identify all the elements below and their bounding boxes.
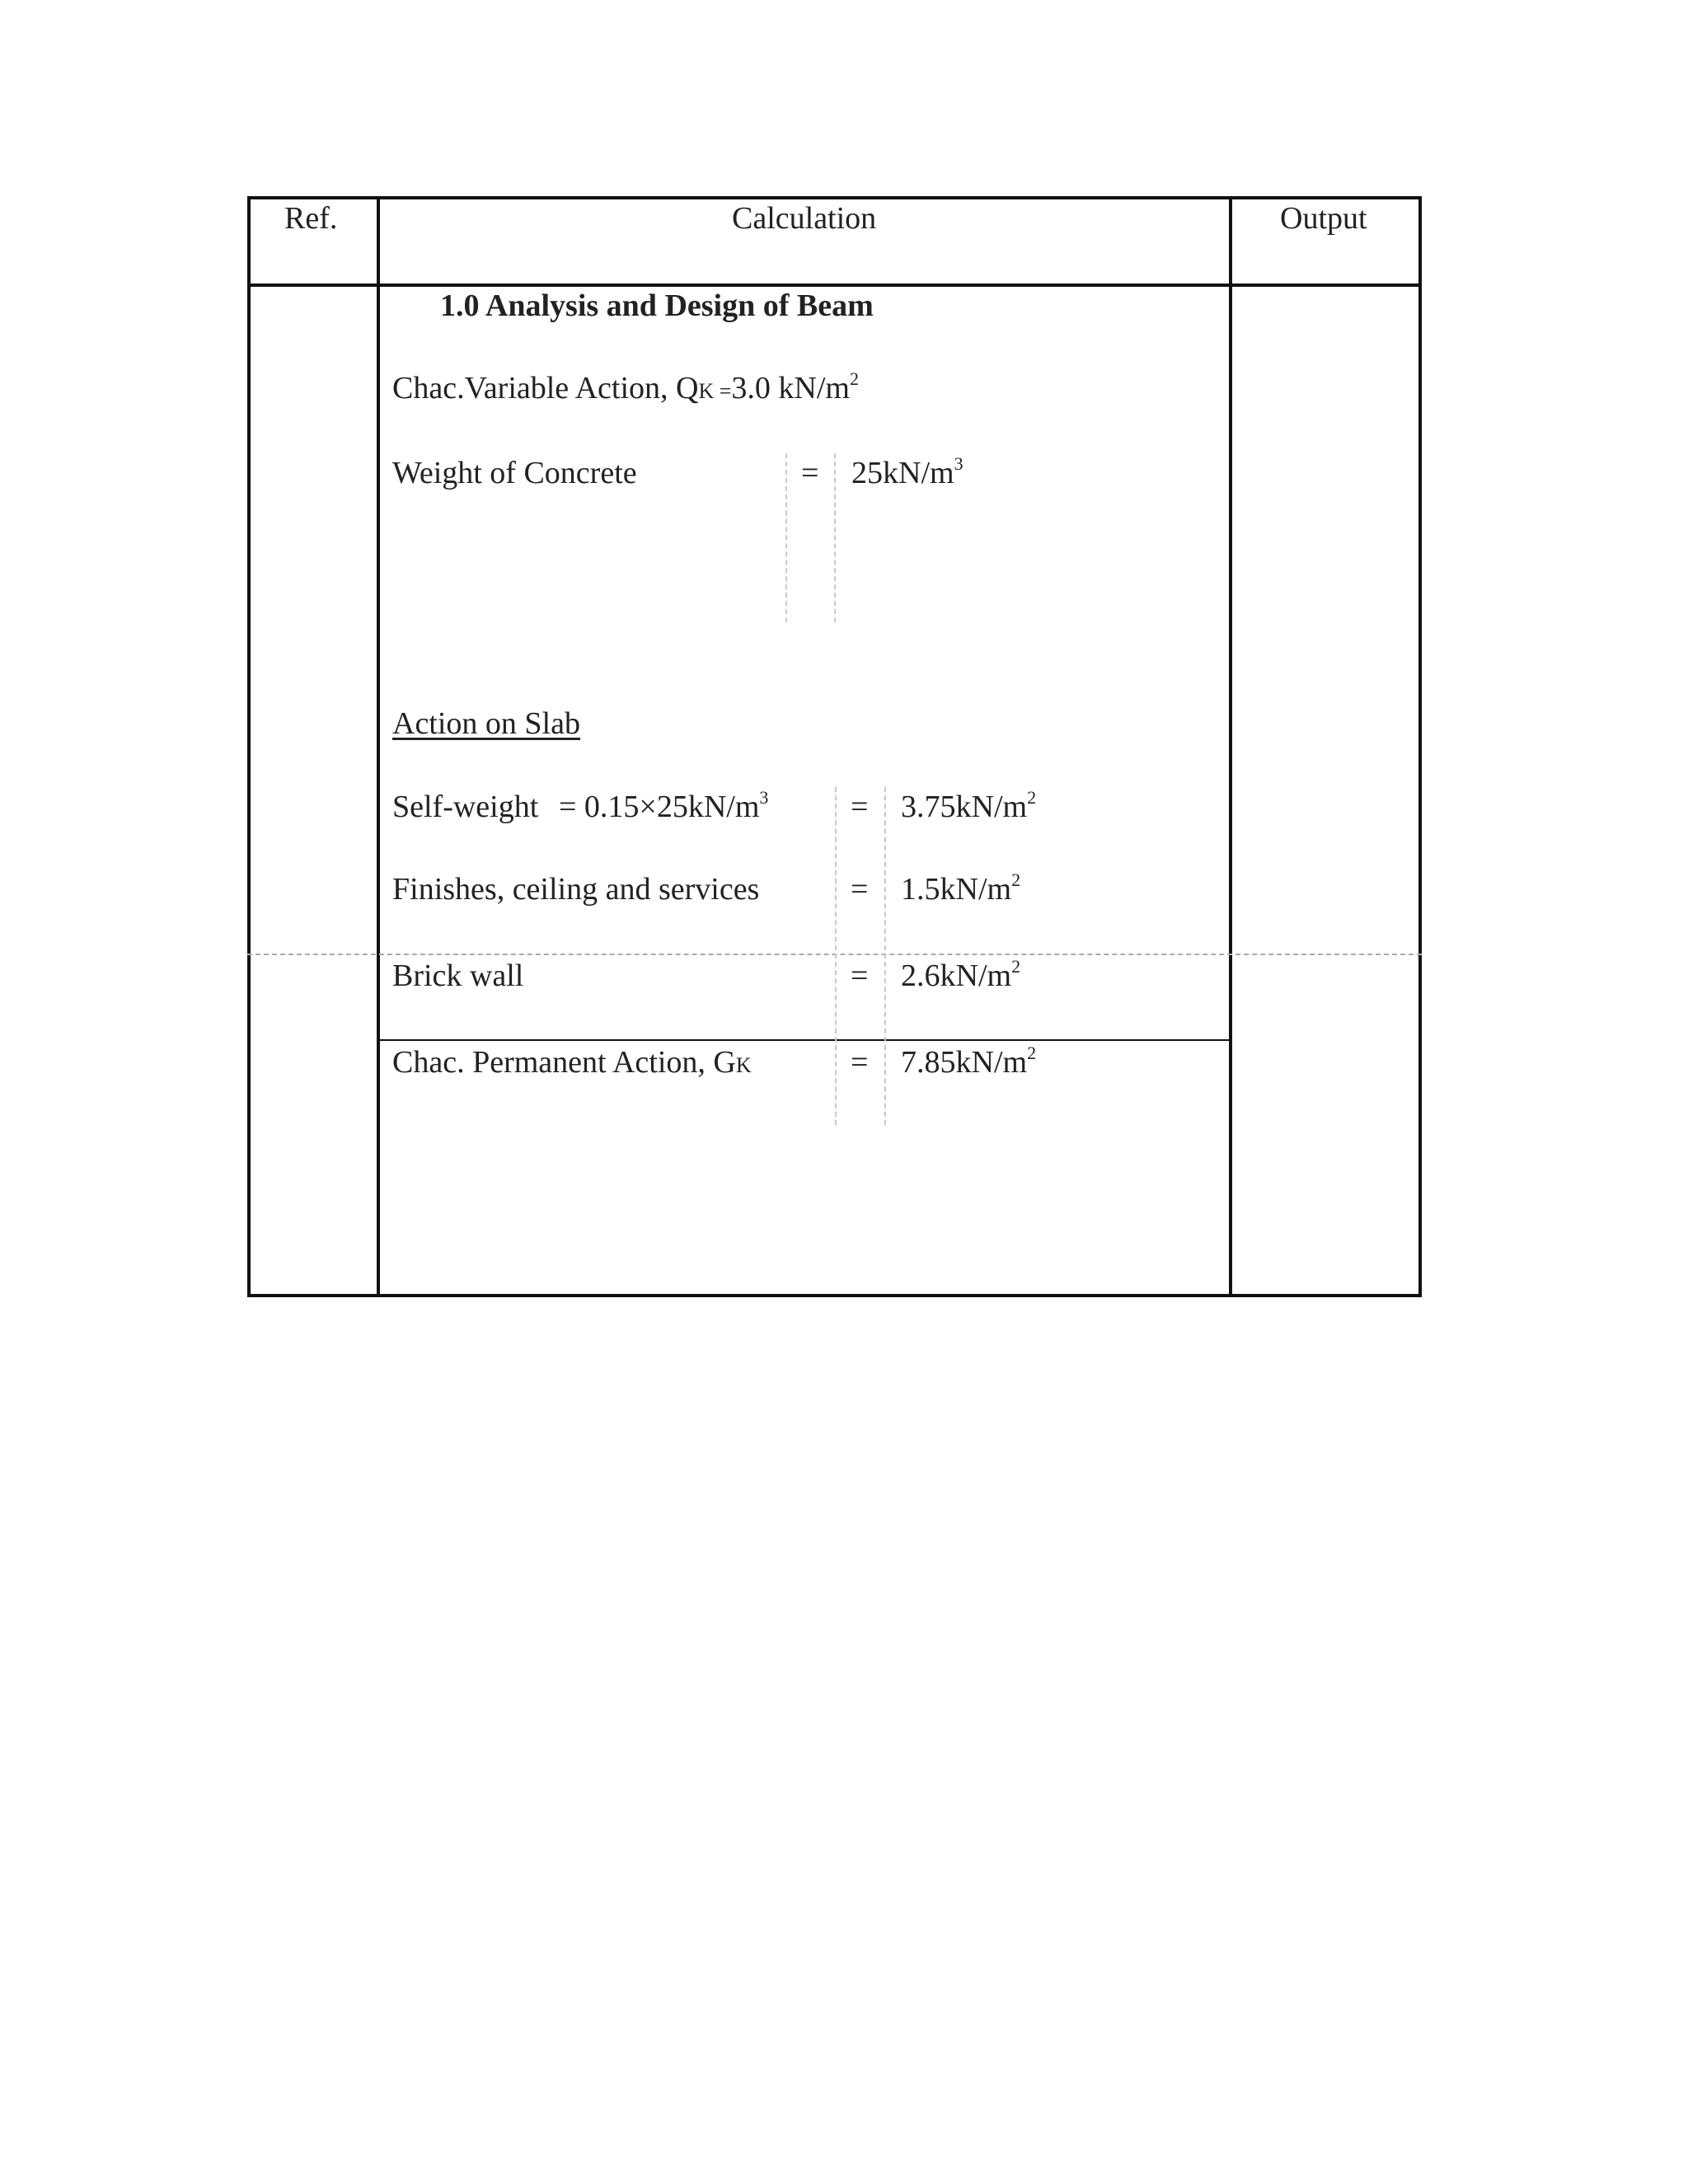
concrete-exp: 3	[954, 453, 964, 474]
table-border-right	[1418, 196, 1422, 1297]
variable-action-exp: 2	[849, 368, 859, 389]
brick-wall-value-wrap	[901, 956, 1021, 993]
table-border-bottom	[247, 1294, 1422, 1297]
brick-wall-equals: =	[851, 958, 869, 993]
total-equals: =	[851, 1045, 869, 1080]
finishes-value: 1.5kN/m	[901, 872, 1012, 907]
self-weight-expr-exp: 3	[759, 787, 769, 808]
concrete-value: 25kN/m	[851, 456, 954, 490]
concrete-label: Weight of Concrete	[392, 456, 637, 490]
header-calculation: Calculation	[732, 201, 877, 236]
header-output: Output	[1280, 201, 1367, 236]
self-weight-exp: 2	[1027, 787, 1037, 808]
total-value: 7.85kN/m	[901, 1045, 1028, 1080]
total-label-wrap	[392, 1047, 752, 1078]
concrete-divider-left	[785, 453, 787, 622]
self-weight-expression	[559, 787, 769, 824]
total-subscript: K	[735, 1053, 752, 1077]
variable-action-subscript: K =	[698, 379, 732, 403]
finishes-equals: =	[851, 872, 869, 907]
slab-divider-right	[884, 787, 886, 1125]
brick-wall-value: 2.6kN/m	[901, 958, 1012, 993]
variable-action-line	[392, 368, 859, 405]
self-weight-value-wrap	[901, 787, 1037, 824]
table-border-left	[247, 196, 251, 1297]
column-divider-ref	[377, 196, 380, 1297]
self-weight-expr: = 0.15×25kN/m	[559, 790, 760, 824]
concrete-divider-right	[834, 453, 836, 622]
slab-heading: Action on Slab	[392, 706, 580, 741]
section-title: 1.0 Analysis and Design of Beam	[440, 288, 874, 323]
variable-action-label: Chac.Variable Action, Q	[392, 371, 699, 405]
concrete-value-wrap	[851, 453, 964, 490]
total-exp: 2	[1027, 1043, 1037, 1063]
finishes-label: Finishes, ceiling and services	[392, 872, 760, 907]
total-label: Chac. Permanent Action, G	[392, 1045, 736, 1080]
total-rule	[378, 1039, 1231, 1041]
finishes-exp: 2	[1011, 869, 1021, 890]
finishes-value-wrap	[901, 869, 1021, 907]
concrete-equals: =	[801, 456, 819, 490]
total-value-wrap	[901, 1043, 1037, 1080]
self-weight-value: 3.75kN/m	[901, 790, 1028, 824]
variable-action-value: 3.0 kN/m	[731, 371, 850, 405]
brick-wall-label: Brick wall	[392, 958, 524, 993]
slab-divider-left	[835, 787, 837, 1125]
header-ref: Ref.	[284, 201, 338, 236]
table-border-top	[247, 196, 1422, 199]
self-weight-equals: =	[851, 790, 869, 824]
self-weight-label: Self-weight	[392, 790, 539, 824]
header-separator	[247, 284, 1422, 287]
column-divider-output	[1229, 196, 1232, 1297]
brick-wall-exp: 2	[1011, 956, 1021, 977]
